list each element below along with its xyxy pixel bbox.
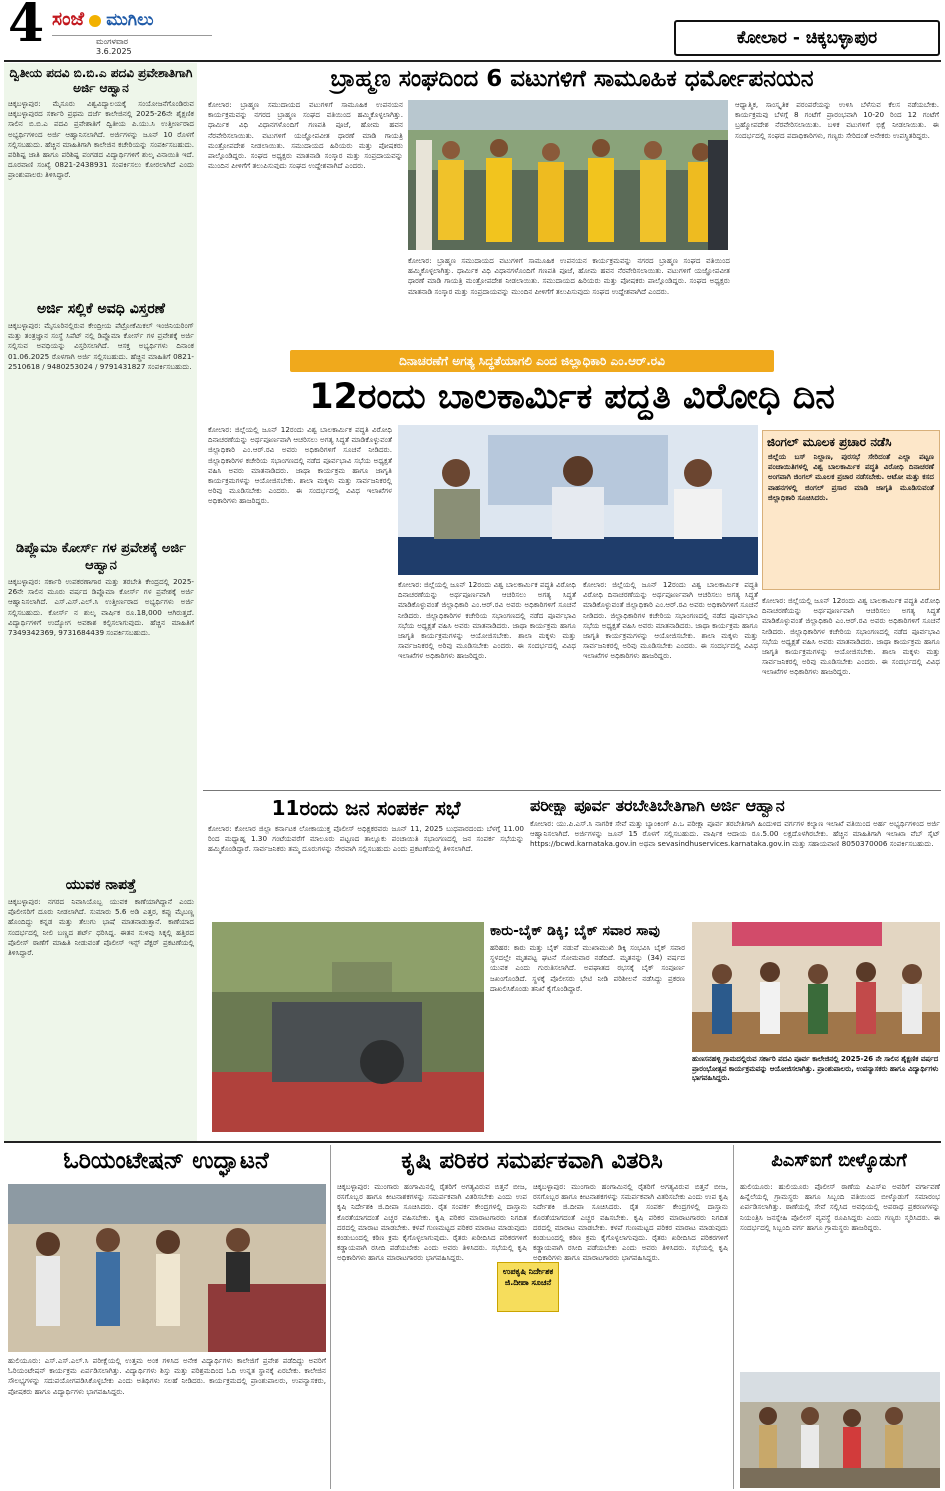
article-body: ಚಿಕ್ಕಬಳ್ಳಾಪುರ: ನಗರದ ನಿವಾಸಿಯೊಬ್ಬ ಯುವಕ ಕಾಣೆಯಾಗಿದ್ದಾನೆ ಎಂದು ಪೊಲೀಸರಿಗೆ ದೂರು ನೀಡಲಾಗಿದೆ. ಸುಮಾರು 5.6 ಅಡಿ ಎತ್ತರ, ಕಪ್ಪು ಮೈಬಣ್ಣ ಹೊಂದಿದ್ದು ಕನ್ನಡ ಮತ್ತು ತೆಲುಗು ಭಾಷೆ ಮಾತನಾಡುತ್ತಾನೆ. ಕಾಣೆಯಾದ ಸಂದರ್ಭದಲ್ಲಿ ನೀಲಿ ಬಣ್ಣದ ಶರ್ಟ್ ಧರಿಸಿದ್ದ. ಈತನ ಸುಳಿವು ಸಿಕ್ಕಲ್ಲಿ ಹತ್ತಿರದ ಪೊಲೀಸ್ ಠಾಣೆಗೆ ಮಾಹಿತಿ ನೀಡುವಂತೆ ಪೊಲೀಸ್ ಇನ್ಸ್ ಪೆಕ್ಟರ್ ಪ್ರಕಟಣೆಯಲ್ಲಿ ತಿಳಿಸಿದ್ದಾರೆ. bbox=[8, 897, 194, 958]
paper-name-part-a: ಸಂಜೆ bbox=[52, 8, 85, 30]
accident-photo bbox=[212, 922, 484, 1132]
sidebar-body: ಜಿಲ್ಲೆಯ ಬಸ್ ನಿಲ್ದಾಣ, ಪುರಸಭೆ ಸೇರಿದಂತೆ ಎಲ್ಲಾ ಪಟ್ಟಣ ಪಂಚಾಯಿತಿಗಳಲ್ಲಿ ವಿಶ್ವ ಬಾಲಕಾರ್ಮಿಕ ಪದ್ಧತಿ ವಿರೋಧಿ ದಿನಾಚರಣೆ ಅಂಗವಾಗಿ ಜಿಂಗಲ್ ಮೂಲಕ ಪ್ರಚಾರ ನಡೆಸಬೇಕು. ಆಟೋ ಮತ್ತು ಕಸದ ವಾಹನಗಳಲ್ಲಿ ಜಿಂಗಲ್ ಪ್ರಸಾರ ಮಾಡಿ ಜಾಗೃತಿ ಮೂಡಿಸುವಂತೆ ಜಿಲ್ಲಾಧಿಕಾರಿ ಸೂಚಿಸಿದರು. bbox=[768, 452, 934, 502]
top-rule bbox=[4, 60, 941, 62]
column-rule-1 bbox=[330, 1145, 331, 1489]
article-headline: ಯುವಕ ನಾಪತ್ತೆ bbox=[65, 877, 137, 893]
lead-headline: ಬ್ರಾಹ್ಮಣ ಸಂಘದಿಂದ 6 ವಟುಗಳಿಗೆ ಸಾಮೂಹಿಕ ಧರ್ಮೋಪನಯನ bbox=[330, 66, 814, 92]
meeting-story bbox=[208, 795, 524, 915]
left-article-2 bbox=[8, 300, 194, 535]
section-rule-2 bbox=[4, 1141, 941, 1143]
masthead bbox=[0, 0, 945, 60]
left-article-3 bbox=[8, 540, 194, 870]
exam-story bbox=[530, 795, 940, 915]
article-body: ಚಿಕ್ಕಬಳ್ಳಾಪುರ: ಮೈಸೂರು ವಿಶ್ವವಿದ್ಯಾಲಯಕ್ಕೆ ಸಂಯೋಜನೆಗೊಂಡಿರುವ ಚಿಕ್ಕಬಳ್ಳಾಪುರದ ಸರ್ಕಾರಿ ಪ್ರಥಮ ದರ್ಜೆ ಕಾಲೇಜಿನಲ್ಲಿ 2025-26ನೇ ಶೈಕ್ಷಣಿಕ ಸಾಲಿನ ಬಿ.ಬಿ.ಎ ಪದವಿ ಪ್ರವೇಶಾತಿಗೆ ದ್ವಿತೀಯ ಪಿ.ಯು.ಸಿ ಉತ್ತೀರ್ಣರಾದ ಅಭ್ಯರ್ಥಿಗಳಿಂದ ಅರ್ಜಿ ಆಹ್ವಾನಿಸಲಾಗಿದೆ. ಅರ್ಜಿಗಳನ್ನು ಜೂನ್ 10 ರೊಳಗೆ ಸಲ್ಲಿಸಬಹುದು. ಹೆಚ್ಚಿನ ಮಾಹಿತಿಗಾಗಿ ಕಾಲೇಜಿನ ಕಚೇರಿಯನ್ನು ಸಂಪರ್ಕಿಸಬಹುದು. ಪರಿಶಿಷ್ಟ ಜಾತಿ ಹಾಗೂ ಪರಿಶಿಷ್ಟ ಪಂಗಡದ ವಿದ್ಯಾರ್ಥಿಗಳಿಗೆ ಶುಲ್ಕ ವಿನಾಯಿತಿ ಇದೆ. ದೂರವಾಣಿ ಸಂಖ್ಯೆ 0821-2438931 ಸಂಪರ್ಕಿಸಲು ಕೋರಲಾಗಿದೆ ಎಂದು ಪ್ರಾಂಶುಪಾಲರು ತಿಳಿಸಿದ್ದಾರೆ. bbox=[8, 99, 194, 180]
section-label: ಕೋಲಾರ - ಚಿಕ್ಕಬಳ್ಳಾಪುರ bbox=[674, 20, 940, 56]
accident-body: ಹರಿಹರ: ಕಾರು ಮತ್ತು ಬೈಕ್ ನಡುವೆ ಮುಖಾಮುಖಿ ಡಿಕ್ಕಿ ಸಂಭವಿಸಿ ಬೈಕ್ ಸವಾರ ಸ್ಥಳದಲ್ಲೇ ಮೃತಪಟ್ಟ ಘಟನೆ ಸೋಮವಾರ ನಡೆದಿದೆ. ಮೃತನನ್ನು (34) ವರ್ಷದ ಯುವಕ ಎಂದು ಗುರುತಿಸಲಾಗಿದೆ. ಅಪಘಾತದ ರಭಸಕ್ಕೆ ಬೈಕ್ ಸಂಪೂರ್ಣ ಜಖಂಗೊಂಡಿದೆ. ಸ್ಥಳಕ್ಕೆ ಪೊಲೀಸರು ಭೇಟಿ ನೀಡಿ ಪರಿಶೀಲನೆ ನಡೆಸಿದ್ದು ಪ್ರಕರಣ ದಾಖಲಿಸಿಕೊಂಡು ತನಿಖೆ ಕೈಗೊಂಡಿದ್ದಾರೆ. bbox=[490, 943, 685, 993]
sidebar-headline: ಜಿಂಗಲ್ ಮೂಲಕ ಪ್ರಚಾರ ನಡೆಸಿ bbox=[767, 435, 892, 449]
orientation-photo-graphic bbox=[8, 1184, 326, 1352]
meeting-headline: 11ರಂದು ಜನ ಸಂಪರ್ಕ ಸಭೆ bbox=[271, 796, 461, 820]
lead-body-left: ಕೋಲಾರ: ಬ್ರಾಹ್ಮಣ ಸಮುದಾಯದ ವಟುಗಳಿಗೆ ಸಾಮೂಹಿಕ ಉಪನಯನ ಕಾರ್ಯಕ್ರಮವನ್ನು ನಗರದ ಬ್ರಾಹ್ಮಣ ಸಂಘದ ವತಿಯಿಂದ ಹಮ್ಮಿಕೊಳ್ಳಲಾಗಿತ್ತು. ಧಾರ್ಮಿಕ ವಿಧಿ ವಿಧಾನಗಳೊಂದಿಗೆ ಗಣಪತಿ ಪೂಜೆ, ಹೋಮ ಹವನ ನೆರವೇರಿಸಲಾಯಿತು. ವಟುಗಳಿಗೆ ಯಜ್ಞೋಪವೀತ ಧಾರಣೆ ಮಾಡಿ ಗಾಯತ್ರಿ ಮಂತ್ರೋಪದೇಶ ನೀಡಲಾಯಿತು. ಸಮುದಾಯದ ಹಿರಿಯರು ಮತ್ತು ಪೋಷಕರು ಪಾಲ್ಗೊಂಡಿದ್ದರು. ಸಂಘದ ಅಧ್ಯಕ್ಷರು ಮಾತನಾಡಿ ಸಂಸ್ಕಾರ ಮತ್ತು ಸಂಪ್ರದಾಯವನ್ನು ಮುಂದಿನ ಪೀಳಿಗೆಗೆ ತಲುಪಿಸುವುದು ಸಂಘದ ಉದ್ದೇಶವಾಗಿದೆ ಎಂದರು. bbox=[208, 100, 403, 171]
second-body-middle-2: ಕೋಲಾರ: ಜಿಲ್ಲೆಯಲ್ಲಿ ಜೂನ್ 12ರಂದು ವಿಶ್ವ ಬಾಲಕಾರ್ಮಿಕ ಪದ್ಧತಿ ವಿರೋಧಿ ದಿನಾಚರಣೆಯನ್ನು ಅರ್ಥಪೂರ್ಣವಾಗಿ ಆಚರಿಸಲು ಅಗತ್ಯ ಸಿದ್ಧತೆ ಮಾಡಿಕೊಳ್ಳುವಂತೆ ಜಿಲ್ಲಾಧಿಕಾರಿ ಎಂ.ಆರ್.ರವಿ ಅವರು ಅಧಿಕಾರಿಗಳಿಗೆ ಸೂಚನೆ ನೀಡಿದರು. ಜಿಲ್ಲಾಧಿಕಾರಿಗಳ ಕಚೇರಿಯ ಸಭಾಂಗಣದಲ್ಲಿ ನಡೆದ ಪೂರ್ವಭಾವಿ ಸಭೆಯ ಅಧ್ಯಕ್ಷತೆ ವಹಿಸಿ ಅವರು ಮಾತನಾಡಿದರು. ಜಾಥಾ ಕಾರ್ಯಕ್ರಮ ಹಾಗೂ ಜಾಗೃತಿ ಕಾರ್ಯಕ್ರಮಗಳನ್ನು ಆಯೋಜಿಸಬೇಕು. ಶಾಲಾ ಮಕ್ಕಳು ಮತ್ತು ಸಾರ್ವಜನಿಕರಲ್ಲಿ ಅರಿವು ಮೂಡಿಸಬೇಕು ಎಂದರು. ಈ ಸಂದರ್ಭದಲ್ಲಿ ವಿವಿಧ ಇಲಾಖೆಗಳ ಅಧಿಕಾರಿಗಳು ಹಾಜರಿದ್ದರು. bbox=[583, 580, 758, 661]
article-headline: ಅರ್ಜಿ ಸಲ್ಲಿಕೆ ಅವಧಿ ವಿಸ್ತರಣೆ bbox=[37, 301, 165, 317]
second-body-left: ಕೋಲಾರ: ಜಿಲ್ಲೆಯಲ್ಲಿ ಜೂನ್ 12ರಂದು ವಿಶ್ವ ಬಾಲಕಾರ್ಮಿಕ ಪದ್ಧತಿ ವಿರೋಧಿ ದಿನಾಚರಣೆಯನ್ನು ಅರ್ಥಪೂರ್ಣವಾಗಿ ಆಚರಿಸಲು ಅಗತ್ಯ ಸಿದ್ಧತೆ ಮಾಡಿಕೊಳ್ಳುವಂತೆ ಜಿಲ್ಲಾಧಿಕಾರಿ ಎಂ.ಆರ್.ರವಿ ಅವರು ಅಧಿಕಾರಿಗಳಿಗೆ ಸೂಚನೆ ನೀಡಿದರು. ಜಿಲ್ಲಾಧಿಕಾರಿಗಳ ಕಚೇರಿಯ ಸಭಾಂಗಣದಲ್ಲಿ ನಡೆದ ಪೂರ್ವಭಾವಿ ಸಭೆಯ ಅಧ್ಯಕ್ಷತೆ ವಹಿಸಿ ಅವರು ಮಾತನಾಡಿದರು. ಜಾಥಾ ಕಾರ್ಯಕ್ರಮ ಹಾಗೂ ಜಾಗೃತಿ ಕಾರ್ಯಕ್ರಮಗಳನ್ನು ಆಯೋಜಿಸಬೇಕು. ಶಾಲಾ ಮಕ್ಕಳು ಮತ್ತು ಸಾರ್ವಜನಿಕರಲ್ಲಿ ಅರಿವು ಮೂಡಿಸಬೇಕು ಎಂದರು. ಈ ಸಂದರ್ಭದಲ್ಲಿ ವಿವಿಧ ಇಲಾಖೆಗಳ ಅಧಿಕಾರಿಗಳು ಹಾಜರಿದ್ದರು. bbox=[208, 425, 392, 506]
sun-logo-icon bbox=[89, 15, 101, 27]
school-photo-graphic bbox=[692, 922, 940, 1052]
article-headline: ಡಿಪ್ಲೊಮಾ ಕೋರ್ಸ್ ಗಳ ಪ್ರವೇಶಕ್ಕೆ ಅರ್ಜಿ ಆಹ್ವಾನ bbox=[16, 541, 186, 573]
school-caption: ಹುಣಸನಹಳ್ಳಿ ಗ್ರಾಮದಲ್ಲಿರುವ ಸರ್ಕಾರಿ ಪದವಿ ಪೂರ್ವ ಕಾಲೇಜಿನಲ್ಲಿ 2025-26 ನೇ ಸಾಲಿನ ಶೈಕ್ಷಣಿಕ ವರ್ಷದ ಪ್ರಾರಂಭೋತ್ಸವ ಕಾರ್ಯಕ್ರಮವನ್ನು ಆಯೋಜಿಸಲಾಗಿತ್ತು. ಪ್ರಾಂಶುಪಾಲರು, ಉಪನ್ಯಾಸಕರು ಹಾಗೂ ವಿದ್ಯಾರ್ಥಿಗಳು ಭಾಗವಹಿಸಿದ್ದರು. bbox=[692, 1055, 939, 1082]
issue-day: ಮಂಗಳವಾರ bbox=[96, 37, 129, 46]
paper-name-part-b: ಮುಗಿಲು bbox=[106, 10, 154, 30]
second-body-middle: ಕೋಲಾರ: ಜಿಲ್ಲೆಯಲ್ಲಿ ಜೂನ್ 12ರಂದು ವಿಶ್ವ ಬಾಲಕಾರ್ಮಿಕ ಪದ್ಧತಿ ವಿರೋಧಿ ದಿನಾಚರಣೆಯನ್ನು ಅರ್ಥಪೂರ್ಣವಾಗಿ ಆಚರಿಸಲು ಅಗತ್ಯ ಸಿದ್ಧತೆ ಮಾಡಿಕೊಳ್ಳುವಂತೆ ಜಿಲ್ಲಾಧಿಕಾರಿ ಎಂ.ಆರ್.ರವಿ ಅವರು ಅಧಿಕಾರಿಗಳಿಗೆ ಸೂಚನೆ ನೀಡಿದರು. ಜಿಲ್ಲಾಧಿಕಾರಿಗಳ ಕಚೇರಿಯ ಸಭಾಂಗಣದಲ್ಲಿ ನಡೆದ ಪೂರ್ವಭಾವಿ ಸಭೆಯ ಅಧ್ಯಕ್ಷತೆ ವಹಿಸಿ ಅವರು ಮಾತನಾಡಿದರು. ಜಾಥಾ ಕಾರ್ಯಕ್ರಮ ಹಾಗೂ ಜಾಗೃತಿ ಕಾರ್ಯಕ್ರಮಗಳನ್ನು ಆಯೋಜಿಸಬೇಕು. ಶಾಲಾ ಮಕ್ಕಳು ಮತ್ತು ಸಾರ್ವಜನಿಕರಲ್ಲಿ ಅರಿವು ಮೂಡಿಸಬೇಕು ಎಂದರು. ಈ ಸಂದರ್ಭದಲ್ಲಿ ವಿವಿಧ ಇಲಾಖೆಗಳ ಅಧಿಕಾರಿಗಳು ಹಾಜರಿದ್ದರು. bbox=[398, 580, 576, 661]
second-body-right: ಕೋಲಾರ: ಜಿಲ್ಲೆಯಲ್ಲಿ ಜೂನ್ 12ರಂದು ವಿಶ್ವ ಬಾಲಕಾರ್ಮಿಕ ಪದ್ಧತಿ ವಿರೋಧಿ ದಿನಾಚರಣೆಯನ್ನು ಅರ್ಥಪೂರ್ಣವಾಗಿ ಆಚರಿಸಲು ಅಗತ್ಯ ಸಿದ್ಧತೆ ಮಾಡಿಕೊಳ್ಳುವಂತೆ ಜಿಲ್ಲಾಧಿಕಾರಿ ಎಂ.ಆರ್.ರವಿ ಅವರು ಅಧಿಕಾರಿಗಳಿಗೆ ಸೂಚನೆ ನೀಡಿದರು. ಜಿಲ್ಲಾಧಿಕಾರಿಗಳ ಕಚೇರಿಯ ಸಭಾಂಗಣದಲ್ಲಿ ನಡೆದ ಪೂರ್ವಭಾವಿ ಸಭೆಯ ಅಧ್ಯಕ್ಷತೆ ವಹಿಸಿ ಅವರು ಮಾತನಾಡಿದರು. ಜಾಥಾ ಕಾರ್ಯಕ್ರಮ ಹಾಗೂ ಜಾಗೃತಿ ಕಾರ್ಯಕ್ರಮಗಳನ್ನು ಆಯೋಜಿಸಬೇಕು. ಶಾಲಾ ಮಕ್ಕಳು ಮತ್ತು ಸಾರ್ವಜನಿಕರಲ್ಲಿ ಅರಿವು ಮೂಡಿಸಬೇಕು ಎಂದರು. ಈ ಸಂದರ್ಭದಲ್ಲಿ ವಿವಿಧ ಇಲಾಖೆಗಳ ಅಧಿಕಾರಿಗಳು ಹಾಜರಿದ್ದರು. bbox=[762, 596, 940, 677]
agri-headline: ಕೃಷಿ ಪರಿಕರ ಸಮರ್ಪಕವಾಗಿ ವಿತರಿಸಿ bbox=[401, 1148, 663, 1174]
upanayana-photo-graphic bbox=[408, 100, 728, 250]
meeting-body: ಕೋಲಾರ: ಕೋಲಾರ ಜಿಲ್ಲಾ ಕರ್ನಾಟಕ ಲೋಕಾಯುಕ್ತ ಪೊಲೀಸ್ ಅಧಿಕ್ಷಕರವರು ಜೂನ್ 11, 2025 ಬುಧವಾರದಂದು ಬೆಳಗ್ಗೆ 11.00 ರಿಂದ ಮಧ್ಯಾಹ್ನ 1.30 ಗಂಟೆಯವರೆಗೆ ಮಾಲೂರು ಪಟ್ಟಣದ ತಾಲ್ಲೂಕು ಪಂಚಾಯಿತಿ ಸಭಾಂಗಣದಲ್ಲಿ ಜನ ಸಂಪರ್ಕ ಸಭೆಯನ್ನು ಹಮ್ಮಿಕೊಂಡಿದ್ದಾರೆ. ಸಾರ್ವಜನಿಕರು ತಮ್ಮ ದೂರುಗಳನ್ನು ನೇರವಾಗಿ ಸಲ್ಲಿಸಬಹುದು ಎಂದು ಪ್ರಕಟಣೆಯಲ್ಲಿ ತಿಳಿಸಲಾಗಿದೆ. bbox=[208, 824, 524, 854]
psi-photo-graphic bbox=[740, 1372, 940, 1488]
paper-logo bbox=[52, 8, 212, 34]
masthead-rule bbox=[52, 35, 212, 36]
lead-body-right: ಆಧ್ಯಾತ್ಮಿಕ, ಸಾಂಸ್ಕೃತಿಕ ಪರಂಪರೆಯನ್ನು ಉಳಿಸಿ ಬೆಳೆಸುವ ಕೆಲಸ ನಡೆಯಬೇಕು. ಕಾರ್ಯಕ್ರಮವು ಬೆಳಗ್ಗೆ 8 ಗಂಟೆಗೆ ಪ್ರಾರಂಭವಾಗಿ 10-20 ರಿಂದ 12 ಗಂಟೆಗೆ ಬ್ರಹ್ಮೋಪದೇಶ ನೆರವೇರಿಸಲಾಯಿತು. ಬಳಿಕ ವಟುಗಳಿಗೆ ಭಿಕ್ಷೆ ನೀಡಲಾಯಿತು. ಈ ಸಂದರ್ಭದಲ್ಲಿ ಸಂಘದ ಪದಾಧಿಕಾರಿಗಳು, ಗಣ್ಯರು ಸೇರಿದಂತೆ ಅನೇಕರು ಉಪಸ್ಥಿತರಿದ್ದರು. bbox=[735, 100, 939, 140]
article-headline: ದ್ವಿತೀಯ ಪದವಿ ಬಿ.ಬಿ.ಎ ಪದವಿ ಪ್ರವೇಶಾತಿಗಾಗಿ ಅರ್ಜಿ ಆಹ್ವಾನ bbox=[9, 66, 193, 95]
psi-photo bbox=[740, 1372, 940, 1488]
meeting-photo-graphic bbox=[398, 425, 758, 575]
accident-story bbox=[490, 922, 685, 1137]
agri-body-left: ಚಿಕ್ಕಬಳ್ಳಾಪುರ: ಮುಂಗಾರು ಹಂಗಾಮಿನಲ್ಲಿ ರೈತರಿಗೆ ಅಗತ್ಯವಿರುವ ಬಿತ್ತನೆ ಬೀಜ, ರಸಗೊಬ್ಬರ ಹಾಗೂ ಕೀಟನಾಶಕಗಳನ್ನು ಸಮರ್ಪಕವಾಗಿ ವಿತರಿಸಬೇಕು ಎಂದು ಉಪ ಕೃಷಿ ನಿರ್ದೇಶಕಿ ಜಿ.ದೀಪಾ ಸೂಚಿಸಿದರು. ರೈತ ಸಂಪರ್ಕ ಕೇಂದ್ರಗಳಲ್ಲಿ ದಾಸ್ತಾನು ಕೊರತೆಯಾಗದಂತೆ ಎಚ್ಚರ ವಹಿಸಬೇಕು. ಕೃಷಿ ಪರಿಕರ ಮಾರಾಟಗಾರರು ನಿಗದಿತ ದರದಲ್ಲಿ ಮಾರಾಟ ಮಾಡಬೇಕು. ಕಳಪೆ ಗುಣಮಟ್ಟದ ಪರಿಕರ ಮಾರಾಟ ಮಾಡುವುದು ಕಂಡುಬಂದಲ್ಲಿ ಕಠಿಣ ಕ್ರಮ ಕೈಗೊಳ್ಳಲಾಗುವುದು. ರೈತರು ಖರೀದಿಸಿದ ಪರಿಕರಗಳಿಗೆ ಕಡ್ಡಾಯವಾಗಿ ರಸೀದಿ ಪಡೆಯಬೇಕು ಎಂದು ಅವರು ತಿಳಿಸಿದರು. ಸಭೆಯಲ್ಲಿ ಕೃಷಿ ಅಧಿಕಾರಿಗಳು ಹಾಗೂ ಮಾರಾಟಗಾರರು ಭಾಗವಹಿಸಿದ್ದರು. bbox=[337, 1182, 527, 1263]
school-photo bbox=[692, 922, 940, 1052]
orientation-headline: ಓರಿಯಂಟೇಷನ್ ಉದ್ಘಾಟನೆ bbox=[63, 1148, 269, 1174]
psi-headline: ಪಿಎಸ್ಐಗೆ ಬೀಳ್ಕೊಡುಗೆ bbox=[771, 1150, 907, 1171]
article-body: ಚಿಕ್ಕಬಳ್ಳಾಪುರ: ಸರ್ಕಾರಿ ಉಪಕರಣಾಗಾರ ಮತ್ತು ತರಬೇತಿ ಕೇಂದ್ರದಲ್ಲಿ 2025-26ನೇ ಸಾಲಿನ ಮೂರು ವರ್ಷದ ಡಿಪ್ಲೊಮಾ ಕೋರ್ಸ್ ಗಳ ಪ್ರವೇಶಕ್ಕೆ ಅರ್ಜಿ ಆಹ್ವಾನಿಸಲಾಗಿದೆ. ಎಸ್.ಎಸ್.ಎಲ್.ಸಿ ಉತ್ತೀರ್ಣರಾದ ಅಭ್ಯರ್ಥಿಗಳು ಅರ್ಜಿ ಸಲ್ಲಿಸಬಹುದು. ಕೋರ್ಸ್ ನ ಶುಲ್ಕ ವಾರ್ಷಿಕ ರೂ.18,000 ಆಗಿರುತ್ತದೆ. ವಿದ್ಯಾರ್ಥಿಗಳಿಗೆ ಉದ್ಯೋಗ ಅವಕಾಶ ಕಲ್ಪಿಸಲಾಗುವುದು. ಹೆಚ್ಚಿನ ಮಾಹಿತಿಗೆ 7349342369, 9731684439 ಸಂಪರ್ಕಿಸಬಹುದು. bbox=[8, 577, 194, 638]
sidebar-box bbox=[762, 430, 940, 590]
orientation-body: ಹುಲಿಯೂರು: ಎಸ್.ಎಸ್.ಎಲ್.ಸಿ ಪರೀಕ್ಷೆಯಲ್ಲಿ ಉತ್ತಮ ಅಂಕ ಗಳಿಸಿದ ಅನೇಕ ವಿದ್ಯಾರ್ಥಿಗಳು ಕಾಲೇಜಿಗೆ ಪ್ರವೇಶ ಪಡೆದಿದ್ದು ಅವರಿಗೆ ಓರಿಯಂಟೇಷನ್ ಕಾರ್ಯಕ್ರಮ ಏರ್ಪಡಿಸಲಾಗಿತ್ತು. ವಿದ್ಯಾರ್ಥಿಗಳು ಶಿಸ್ತು ಮತ್ತು ಪರಿಶ್ರಮದಿಂದ ಓದಿ ಉನ್ನತ ಸ್ಥಾನಕ್ಕೆ ಏರಬೇಕು. ಕಾಲೇಜಿನ ಸೌಲಭ್ಯಗಳನ್ನು ಸದುಪಯೋಗಪಡಿಸಿಕೊಳ್ಳಬೇಕು ಎಂದು ಅತಿಥಿಗಳು ಸಲಹೆ ನೀಡಿದರು. ಕಾರ್ಯಕ್ರಮದಲ್ಲಿ ಪ್ರಾಂಶುಪಾಲರು, ಉಪನ್ಯಾಸಕರು, ಪೋಷಕರು ಹಾಗೂ ವಿದ್ಯಾರ್ಥಿಗಳು ಭಾಗವಹಿಸಿದ್ದರು. bbox=[8, 1356, 326, 1396]
section-rule-1 bbox=[203, 790, 941, 791]
lead-body-under-photo: ಕೋಲಾರ: ಬ್ರಾಹ್ಮಣ ಸಮುದಾಯದ ವಟುಗಳಿಗೆ ಸಾಮೂಹಿಕ ಉಪನಯನ ಕಾರ್ಯಕ್ರಮವನ್ನು ನಗರದ ಬ್ರಾಹ್ಮಣ ಸಂಘದ ವತಿಯಿಂದ ಹಮ್ಮಿಕೊಳ್ಳಲಾಗಿತ್ತು. ಧಾರ್ಮಿಕ ವಿಧಿ ವಿಧಾನಗಳೊಂದಿಗೆ ಗಣಪತಿ ಪೂಜೆ, ಹೋಮ ಹವನ ನೆರವೇರಿಸಲಾಯಿತು. ವಟುಗಳಿಗೆ ಯಜ್ಞೋಪವೀತ ಧಾರಣೆ ಮಾಡಿ ಗಾಯತ್ರಿ ಮಂತ್ರೋಪದೇಶ ನೀಡಲಾಯಿತು. ಸಮುದಾಯದ ಹಿರಿಯರು ಮತ್ತು ಪೋಷಕರು ಪಾಲ್ಗೊಂಡಿದ್ದರು. ಸಂಘದ ಅಧ್ಯಕ್ಷರು ಮಾತನಾಡಿ ಸಂಸ್ಕಾರ ಮತ್ತು ಸಂಪ್ರದಾಯವನ್ನು ಮುಂದಿನ ಪೀಳಿಗೆಗೆ ತಲುಪಿಸುವುದು ಸಂಘದ ಉದ್ದೇಶವಾಗಿದೆ ಎಂದರು. bbox=[408, 256, 730, 296]
exam-headline: ಪರೀಕ್ಷಾ ಪೂರ್ವ ತರಬೇತಿಬೇತಿಗಾಗಿ ಅರ್ಜಿ ಆಹ್ವಾನ bbox=[530, 796, 785, 815]
second-headline: 12ರಂದು ಬಾಲಕಾರ್ಮಿಕ ಪದ್ಧತಿ ವಿರೋಧಿ ದಿನ bbox=[309, 377, 835, 417]
meeting-photo bbox=[398, 425, 758, 575]
article-body: ಚಿಕ್ಕಬಳ್ಳಾಪುರ: ಮೈಸೂರಿನಲ್ಲಿರುವ ಕೇಂದ್ರೀಯ ಪೆಟ್ರೋಕೆಮಿಕಲ್ ಇಂಜಿನಿಯರಿಂಗ್ ಮತ್ತು ತಂತ್ರಜ್ಞಾನ ಸಂಸ್ಥೆ ಸಿಪೆಟ್ ನಲ್ಲಿ ಡಿಪ್ಲೊಮಾ ಕೋರ್ಸ್ ಗಳ ಪ್ರವೇಶಕ್ಕೆ ಅರ್ಜಿ ಸಲ್ಲಿಸುವ ಅವಧಿಯನ್ನು ವಿಸ್ತರಿಸಲಾಗಿದೆ. ಆಸಕ್ತ ಅಭ್ಯರ್ಥಿಗಳು ದಿನಾಂಕ 01.06.2025 ರೊಳಗಾಗಿ ಅರ್ಜಿ ಸಲ್ಲಿಸಬಹುದು. ಹೆಚ್ಚಿನ ಮಾಹಿತಿಗೆ 0821-2510618 / 9480253024 / 9791431827 ಸಂಪರ್ಕಿಸಬಹುದು. bbox=[8, 321, 194, 371]
accident-headline: ಕಾರು-ಬೈಕ್ ಡಿಕ್ಕಿ; ಬೈಕ್ ಸವಾರ ಸಾವು bbox=[490, 923, 660, 939]
accident-photo-graphic bbox=[212, 922, 484, 1132]
issue-date: 3.6.2025 bbox=[96, 47, 132, 56]
exam-body: ಕೋಲಾರ: ಯು.ಪಿ.ಎಸ್.ಸಿ ನಾಗರಿಕ ಸೇವೆ ಮತ್ತು ಬ್ಯಾಂಕಿಂಗ್ ಪಿ.ಒ ಪರೀಕ್ಷಾ ಪೂರ್ವ ತರಬೇತಿಗಾಗಿ ಹಿಂದುಳಿದ ವರ್ಗಗಳ ಕಲ್ಯಾಣ ಇಲಾಖೆ ವತಿಯಿಂದ ಅರ್ಹ ಅಭ್ಯರ್ಥಿಗಳಿಂದ ಅರ್ಜಿ ಆಹ್ವಾನಿಸಲಾಗಿದೆ. ಅರ್ಜಿಗಳನ್ನು ಜೂನ್ 15 ರೊಳಗೆ ಸಲ್ಲಿಸಬಹುದು. ವಾರ್ಷಿಕ ಆದಾಯ ರೂ.5.00 ಲಕ್ಷದೊಳಗಿರಬೇಕು. ಹೆಚ್ಚಿನ ಮಾಹಿತಿಗಾಗಿ ಇಲಾಖಾ ವೆಬ್ ಸೈಟ್ https://bcwd.karnataka.gov.in ಅಥವಾ sevasindhuservices.karnataka.gov.in ಮತ್ತು ಸಹಾಯವಾಣಿ 8050370006 ಸಂಪರ್ಕಿಸಬಹುದು. bbox=[530, 819, 940, 849]
upanayana-photo bbox=[408, 100, 728, 250]
column-rule-2 bbox=[733, 1145, 734, 1489]
agri-body-right: ಚಿಕ್ಕಬಳ್ಳಾಪುರ: ಮುಂಗಾರು ಹಂಗಾಮಿನಲ್ಲಿ ರೈತರಿಗೆ ಅಗತ್ಯವಿರುವ ಬಿತ್ತನೆ ಬೀಜ, ರಸಗೊಬ್ಬರ ಹಾಗೂ ಕೀಟನಾಶಕಗಳನ್ನು ಸಮರ್ಪಕವಾಗಿ ವಿತರಿಸಬೇಕು ಎಂದು ಉಪ ಕೃಷಿ ನಿರ್ದೇಶಕಿ ಜಿ.ದೀಪಾ ಸೂಚಿಸಿದರು. ರೈತ ಸಂಪರ್ಕ ಕೇಂದ್ರಗಳಲ್ಲಿ ದಾಸ್ತಾನು ಕೊರತೆಯಾಗದಂತೆ ಎಚ್ಚರ ವಹಿಸಬೇಕು. ಕೃಷಿ ಪರಿಕರ ಮಾರಾಟಗಾರರು ನಿಗದಿತ ದರದಲ್ಲಿ ಮಾರಾಟ ಮಾಡಬೇಕು. ಕಳಪೆ ಗುಣಮಟ್ಟದ ಪರಿಕರ ಮಾರಾಟ ಮಾಡುವುದು ಕಂಡುಬಂದಲ್ಲಿ ಕಠಿಣ ಕ್ರಮ ಕೈಗೊಳ್ಳಲಾಗುವುದು. ರೈತರು ಖರೀದಿಸಿದ ಪರಿಕರಗಳಿಗೆ ಕಡ್ಡಾಯವಾಗಿ ರಸೀದಿ ಪಡೆಯಬೇಕು ಎಂದು ಅವರು ತಿಳಿಸಿದರು. ಸಭೆಯಲ್ಲಿ ಕೃಷಿ ಅಧಿಕಾರಿಗಳು ಹಾಗೂ ಮಾರಾಟಗಾರರು ಭಾಗವಹಿಸಿದ್ದರು. bbox=[533, 1182, 728, 1263]
left-article-1 bbox=[8, 66, 194, 299]
agri-callout: ಉಪಕೃಷಿ ನಿರ್ದೇಶಕ ಜಿ.ದೀಪಾ ಸೂಚನೆ bbox=[497, 1262, 559, 1312]
left-article-4 bbox=[8, 876, 194, 1138]
kicker-banner: ದಿನಾಚರಣೆಗೆ ಅಗತ್ಯ ಸಿದ್ಧತೆಯಾಗಲಿ ಎಂದ ಜಿಲ್ಲಾಧಿಕಾರಿ ಎಂ.ಆರ್.ರವಿ bbox=[290, 350, 774, 372]
psi-body: ಹುಲಿಯೂರು: ಹುಲಿಯೂರು ಪೊಲೀಸ್ ಠಾಣೆಯ ಪಿಎಸ್ಐ ಅವರಿಗೆ ವರ್ಗಾವಣೆ ಹಿನ್ನೆಲೆಯಲ್ಲಿ ಗ್ರಾಮಸ್ಥರು ಹಾಗೂ ಸಿಬ್ಬಂದಿ ವತಿಯಿಂದ ಬೀಳ್ಕೊಡುಗೆ ಸಮಾರಂಭ ಏರ್ಪಡಿಸಲಾಗಿತ್ತು. ಠಾಣೆಯಲ್ಲಿ ಸೇವೆ ಸಲ್ಲಿಸಿದ ಅವಧಿಯಲ್ಲಿ ಅಪರಾಧ ಪ್ರಕರಣಗಳನ್ನು ನಿಯಂತ್ರಿಸಿ ಜನಸ್ನೇಹಿ ಪೊಲೀಸ್ ವ್ಯವಸ್ಥೆ ರೂಪಿಸಿದ್ದರು ಎಂದು ಗಣ್ಯರು ಸ್ಮರಿಸಿದರು. ಈ ಸಂದರ್ಭದಲ್ಲಿ ಸಿಬ್ಬಂದಿ ವರ್ಗ ಹಾಗೂ ಗ್ರಾಮಸ್ಥರು ಹಾಜರಿದ್ದರು. bbox=[740, 1182, 940, 1232]
page-number: 4 bbox=[8, 0, 45, 54]
orientation-photo bbox=[8, 1184, 326, 1352]
